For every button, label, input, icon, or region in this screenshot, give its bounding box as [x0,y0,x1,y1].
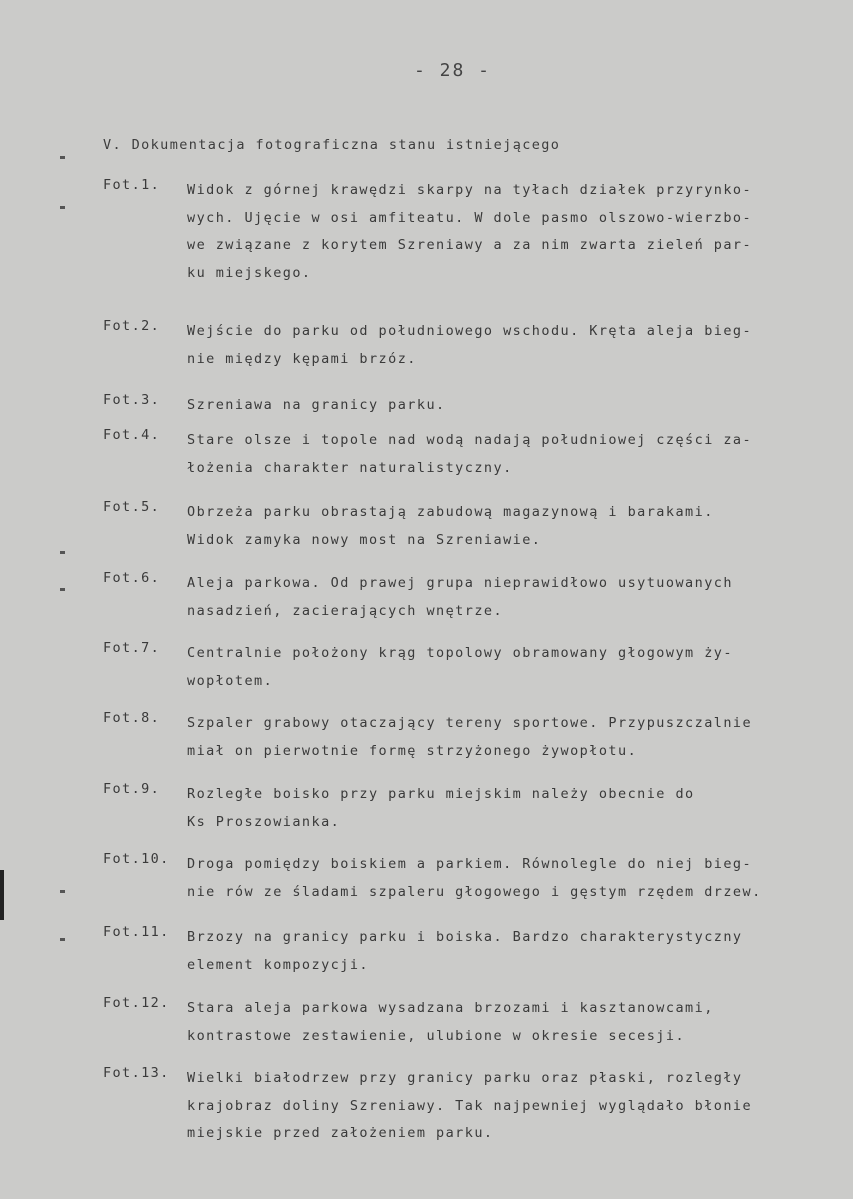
margin-mark [60,156,65,159]
photo-entry [103,781,823,836]
photo-caption: Droga pomiędzy boiskiem a parkiem. Równolegle do niej bieg- nie rów ze śladami szpaleru głogowego i gęstym rzędem drzew. [187,856,762,900]
photo-label: Fot.6. [103,570,161,586]
photo-caption: Szpaler grabowy otaczający tereny sportowe. Przypuszczalnie miał on pierwotnie formę strzyżonego żywopłotu. [187,715,753,759]
photo-label: Fot.2. [103,318,161,334]
photo-caption: Rozległe boisko przy parku miejskim należy obecnie do Ks Proszowianka. [187,786,695,830]
photo-caption: Stara aleja parkowa wysadzana brzozami i kasztanowcami, kontrastowe zestawienie, ulubione w okresie secesji. [187,1000,714,1044]
photo-entry [103,427,823,482]
photo-entry [103,710,823,765]
photo-label: Fot.13. [103,1065,170,1081]
photo-entry [103,499,823,554]
photo-caption: Stare olsze i topole nad wodą nadają południowej części za- łożenia charakter naturalistyczny. [187,432,753,476]
photo-label: Fot.5. [103,499,161,515]
photo-label: Fot.3. [103,392,161,408]
photo-entry [103,177,823,287]
photo-label: Fot.8. [103,710,161,726]
photo-label: Fot.12. [103,995,170,1011]
photo-entry [103,1065,823,1148]
photo-label: Fot.11. [103,924,170,940]
photo-label: Fot.7. [103,640,161,656]
photo-caption: Wejście do parku od południowego wschodu. Kręta aleja bieg- nie między kępami brzóz. [187,323,753,367]
photo-entry [103,995,823,1050]
photo-caption: Aleja parkowa. Od prawej grupa nieprawidłowo usytuowanych nasadzień, zacierających wnętrze. [187,575,733,619]
margin-mark [60,938,65,941]
margin-mark [60,206,65,209]
photo-caption: Wielki białodrzew przy granicy parku oraz płaski, rozległy krajobraz doliny Szreniawy. Tak najpewniej wyglądało błonie miejskie przed założeniem parku. [187,1070,753,1141]
photo-label: Fot.10. [103,851,170,867]
photo-caption: Centralnie położony krąg topolowy obramowany głogowym ży- wopłotem. [187,645,733,689]
photo-label: Fot.1. [103,177,161,193]
margin-mark [60,588,65,591]
photo-caption: Obrzeża parku obrastają zabudową magazynową i barakami. Widok zamyka nowy most na Szreniawie. [187,504,714,548]
photo-caption: Brzozy na granicy parku i boiska. Bardzo charakterystyczny element kompozycji. [187,929,743,973]
page-number: - 28 - [414,60,492,81]
margin-mark [60,890,65,893]
photo-entry [103,318,823,373]
photo-entry [103,392,823,420]
photo-entry [103,570,823,625]
photo-caption: Widok z górnej krawędzi skarpy na tyłach działek przyrynko- wych. Ujęcie w osi amfiteatu. W dole pasmo olszowo-wierzbo- we związane z korytem Szreniawy a za nim zwarta zieleń par- ku miejskego. [187,182,753,281]
photo-entry [103,924,823,979]
section-heading: V. Dokumentacja fotograficzna stanu istniejącego [103,137,561,153]
margin-mark [60,551,65,554]
photo-label: Fot.9. [103,781,161,797]
photo-caption: Szreniawa na granicy parku. [187,397,446,413]
photo-label: Fot.4. [103,427,161,443]
photo-entry [103,851,823,906]
photo-entry [103,640,823,695]
scan-edge-mark [0,870,4,920]
